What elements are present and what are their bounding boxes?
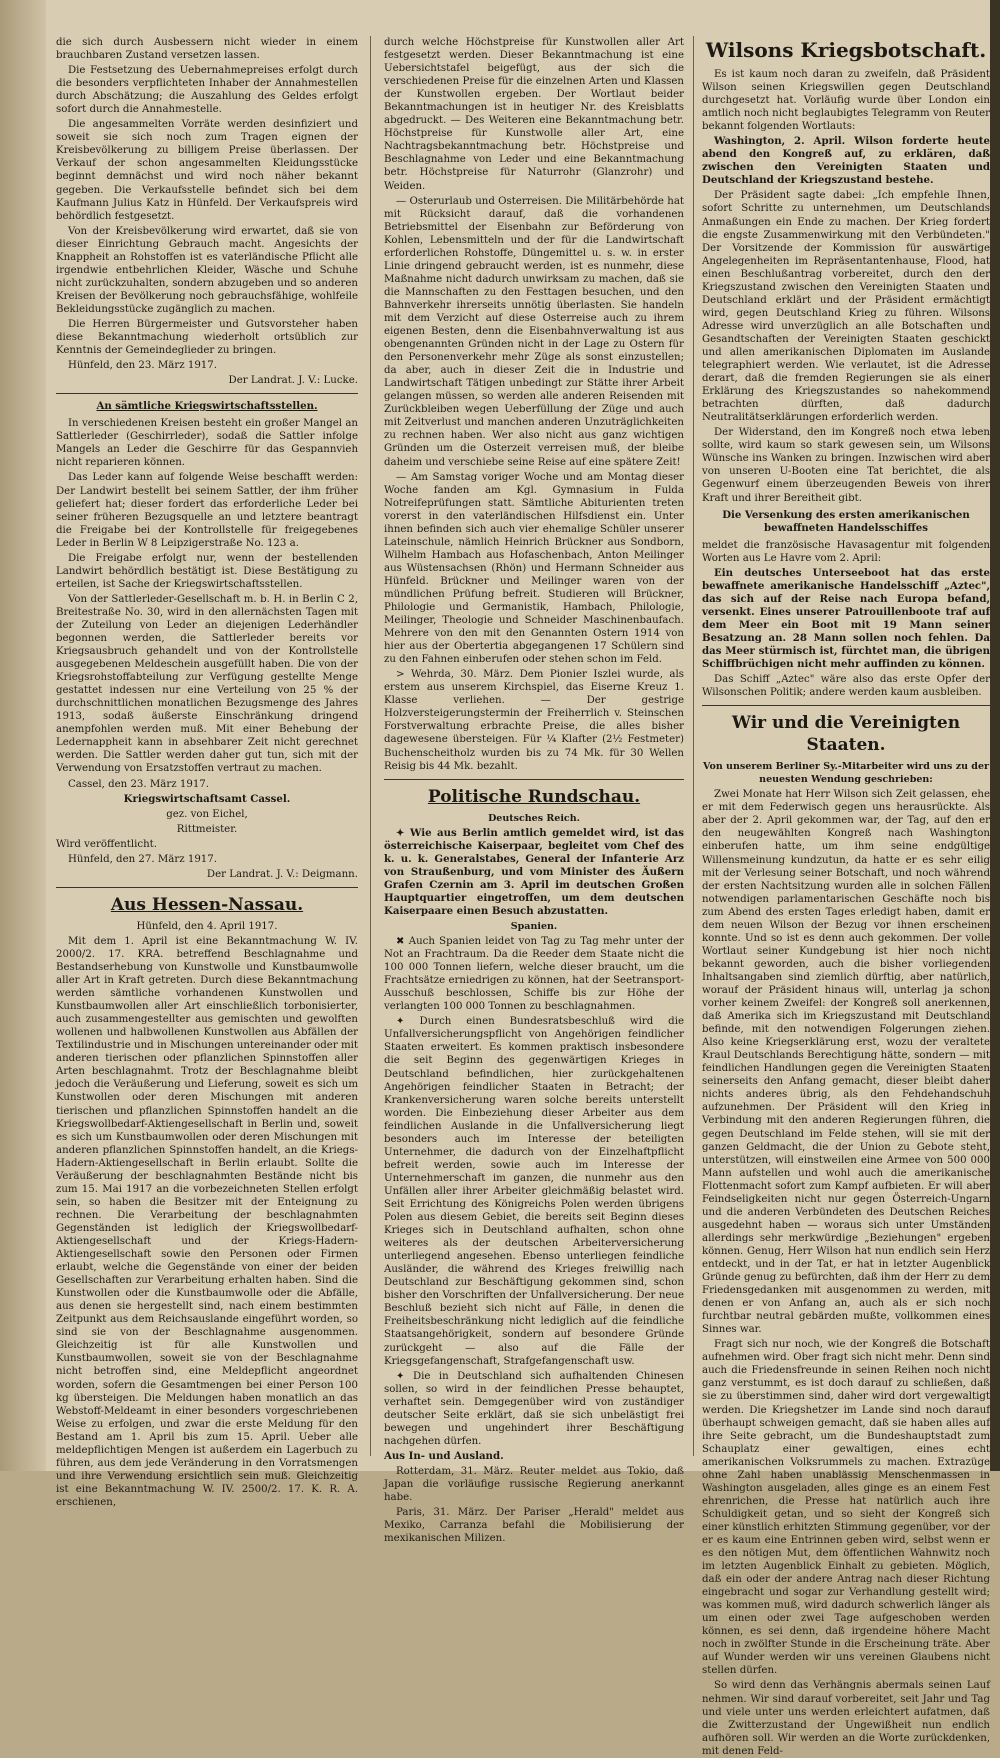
paragraph: Mit dem 1. April ist eine Bekanntmachung W. IV. 2000/2. 17. KRA. betreffend Beschlagnahme und Bestandserhebung von Kunstwolle und Kunstbaumwolle aller Art in Kraft getreten. Durch diese Bekanntmachung werden sämtliche vorhandenen Kunstwollen und Kunstbaumwollen aller Art einschließlich torbonisierter, auch zusammengestellter aus gemischten und gewolften wollenen und halbwollenen Kunstwollen aus Abfällen der Textilindustrie und in Mischungen untereinander oder mit anderen tierischen oder pflanzlichen Spinnstoffen aller Arten beschlagnahmt. Trotz der Beschlagnahme bleibt jedoch die Veräußerung und Lieferung, soweit es sich um Kunstwollen oder deren Mischungen mit anderen tierischen und pflanzlichen Spinnstoffen handelt an die Kriegswollbedarf-Aktiengesellschaft in Berlin und, soweit es sich um Kunstbaumwollen oder deren Mischungen mit anderen pflanzlichen Spinnstoffen handelt, an die Kriegs-Hadern-Aktiengesellschaft in Berlin erlaubt. Sollte die Veräußerung der beschlagnahmten Bestände nicht bis zum 15. Mai 1917 an die vorbezeichneten Stellen erfolgt sein, so haben die Besitzer mit der Enteignung zu rechnen. Die Verarbeitung der beschlagnahmten Gegenständen ist lediglich der Kriegswollbedarf-Aktiengesellschaft und der Kriegs-Hadern-Aktiengesellschaft sowie den Personen oder Firmen erlaubt, welche die Gegenstände von einer der beiden Gesellschaften zur Verarbeitung erhalten haben. Sind die Kunstwollen oder die Kunstbaumwolle oder die Abfälle, aus denen sie hergestellt sind, nach einem bestimmten Zeitpunkt aus dem Reichsauslande eingeführt worden, so sind sie von der Beschlagnahme ausgenommen. Gleichzeitig ist für alle Kunstwollen und Kunstbaumwollen, soweit sie von der Beschlagnahme nicht betroffen sind, eine Meldepflicht angeordnet worden, sofern die Gesamtmengen bei einer Person 100 kg übersteigen. Die Meldungen haben monatlich an das Webstoff-Meldeamt in einer besonders vorgeschriebenen Weise zu erfolgen, und zwar die erste Meldung für den Bestand am 1. April bis zum 15. April. Ueber alle meldepflichtigen Mengen ist außerdem ein Lagerbuch zu führen, aus dem jede Veränderung in den Vorratsmengen und ihre Verwendung ersichtlich sein muß. Gleichzeitig ist eine Bekanntmachung W. IV. 2500/2. 17. K. R. A. erschienen,: [56, 935, 358, 1508]
column-rule: [693, 36, 694, 1456]
paragraph: meldet die französische Havasagentur mit folgenden Worten aus Le Havre vom 2. April:: [702, 539, 990, 564]
paragraph: ✦ Durch einen Bundesratsbeschluß wird die Unfallversicherungspflicht von Angehörigen feindlicher Staaten erweitert. Es kommen praktisch insbesondere die seit Beginn des gegenwärtigen Krieges in Deutschland befindlichen, hier zurückgehaltenen Angehörigen feindlicher Staaten in Betracht; der Krankenversicherung waren solche bereits unterstellt worden. Die Einbeziehung dieser Arbeiter aus dem feindlichen Auslande in die Unfallversicherung liegt besonders auch im Interesse der beteiligten Unternehmer, die dadurch von der Einzelhaftpflicht befreit werden, sowie auch im Interesse der Unternehmerschaft im ganzen, die nunmehr aus den Unfällen aller ihrer Arbeiter gleichmäßig belastet wird. Seit Errichtung des Königreichs Polen werden übrigens Polen aus diesem Gebiet, die bereits seit Beginn dieses Krieges sich in Deutschland aufhalten, schon ohne weiteres als der deutschen Arbeiterversicherung unterliegend angesehen. Ebenso unterliegen feindliche Ausländer, die während des Krieges freiwillig nach Deutschland zur Beschäftigung gekommen sind, schon bisher den Vorschriften der Unfallversicherung. Der neue Beschluß bezieht sich nicht auf Fälle, in denen die Freiheitsbeschränkung nicht lediglich auf die feindliche Staatsangehörigkeit, sondern auf besondere Gründe zurückgeht — also auf die Fälle der Kriegsgefangenschaft, Strafgefangenschaft usw.: [384, 1016, 684, 1367]
subsection-heading: Aus In- und Ausland.: [384, 1449, 504, 1462]
paragraph: ✦ Wie aus Berlin amtlich gemeldet wird, ist das österreichische Kaiserpaar, begleitet vom Chef des k. u. k. Generalstabes, General der Infanterie Arz von Straußenburg, und vom Minister des Äußern Grafen Czernin am 3. April im deutschen Großen Hauptquartier eingetroffen, um dem deutschen Kaiserpaare einen Besuch abzustatten.: [384, 826, 684, 917]
paragraph: durch welche Höchstpreise für Kunstwollen aller Art festgesetzt werden. Dieser Bekanntmachung ist eine Uebersichtstafel beigefügt, aus der sich die verschiedenen Preise für die einzelnen Arten und Klassen der Kunstwollen ergeben. Der Wortlaut beider Bekanntmachungen ist in heutiger Nr. des Kreisblatts abgedruckt. — Des Weiteren eine Bekanntmachung betr. Höchstpreise für Kunstwolle aller Art, eine Nachtragsbekanntmachung betr. Höchstpreise und Beschlagnahme von Leder und eine Bekanntmachung betr. Höchstpreise für Naturrohr (Glanzrohr) und Weiden.: [384, 37, 684, 192]
subsection-heading: Deutsches Reich.: [488, 812, 580, 824]
signature: Der Landrat. J. V.: Deigmann.: [206, 868, 358, 880]
paragraph: Das Leder kann auf folgende Weise beschafft werden: Der Landwirt bestellt bei seinem Sattler, der ihm früher geliefert hat; dieser fordert das erforderliche Leder bei seiner früheren Bezugsquelle an und letztere beantragt die Freigabe bei der Kontrollstelle für freigegebenes Leder in Berlin W 8 Leipzigerstraße No. 123 a.: [56, 472, 358, 549]
paragraph: Rotterdam, 31. März. Reuter meldet aus Tokio, daß Japan die vorläufige russische Regierung anerkannt habe.: [384, 1465, 684, 1504]
signature: Der Landrat. J. V.: Lucke.: [228, 375, 358, 387]
divider: [702, 705, 990, 706]
section-heading: Politische Rundschau.: [427, 786, 641, 807]
paragraph: die sich durch Ausbessern nicht wieder in einem brauchbaren Zustand versetzen lassen.: [56, 37, 358, 62]
column-2: [384, 36, 684, 1545]
paragraph: Washington, 2. April. Wilson forderte heute abend den Kongreß auf, zu erklären, daß zwischen den Vereinigten Staaten und Deutschland der Kriegszustand bestehe.: [702, 135, 990, 187]
paragraph: Paris, 31. März. Der Pariser „Herald" meldet aus Mexiko, Carranza befahl die Mobilisierung der mexikanischen Milizen.: [384, 1507, 684, 1545]
article-heading: An sämtliche Kriegswirtschaftsstellen.: [96, 400, 318, 413]
paragraph: In verschiedenen Kreisen besteht ein großer Mangel an Sattlerleder (Geschirrleder), sodaß die Sattler infolge Mangels an Leder die Geschirre für das Gespannvieh nicht reparieren können.: [56, 418, 358, 469]
paragraph: Ein deutsches Unterseeboot hat das erste bewaffnete amerikanische Handelsschiff „Aztec", das sich auf der Reise nach Europa befand, versenkt. Eines unserer Patrouillenboote traf auf dem Meer ein Boot mit 19 Mann seiner Besatzung an. 28 Mann sollen noch fehlen. Da das Meer stürmisch ist, fürchtet man, die übrigen Schiffbrüchigen nicht mehr auffinden zu können.: [702, 566, 990, 671]
paragraph: Die Festsetzung des Uebernahmepreises erfolgt durch die besonders verpflichteten Inhaber der Annahmestellen durch Abschätzung; die Auszahlung des Geldes erfolgt sofort durch die Annahmestelle.: [56, 65, 358, 116]
paragraph: Fragt sich nur noch, wie der Kongreß die Botschaft aufnehmen wird. Ober fragt sich nicht mehr. Denn sind auch die Friedensfreunde in seinen Reihen noch nicht ganz verstummt, es ist doch darauf zu schließen, daß sie zu überstimmen sind, daher wird dort vergewaltigt werden. Die Kriegshetzer im Lande sind noch darauf überhaupt schweigen gemacht, daß sie haben alles auf ihre Seite gebracht, um die Bundeshauptstadt zum Schauplatz einer gewaltigen, eines echt amerikanischen Volksrummels zu machen. Extrazüge ohne Zahl haben unablässig Menschenmassen in Washington ausgeladen, alles ginge es an einem Fest ehrenrichen, die Presse hat natürlich auch ihre Schuldigkeit getan, und so sieht der Kongreß sich einer künstlich erhitzten Stimmung gegenüber, vor der er es kaum eine Entrinnen geben wird, selbst wenn er es den nötigen Mut, dem öffentlichen Wahnwitz noch im letzten Augenblick Einhalt zu gebieten. Möglich, daß ein oder der andere Antrag nach dieser Richtung eingebracht und sogar zur Verhandlung gestellt wird; was kommen muß, wird dadurch schwerlich länger als um einen oder zwei Tage aufgeschoben werden können, es sei denn, daß irgendeine höhere Macht noch in zwölfter Stunde in die Erscheinung träte. Aber auf Wunder werden wir uns vereinen Glaubens nicht stellen dürfen.: [702, 1339, 990, 1677]
paragraph: Die angesammelten Vorräte werden desinfiziert und soweit sie sich noch zum Tragen eignen der Kreisbevölkerung zu billigem Preise überlassen. Der Verkauf der schon angesammelten Kleidungsstücke beginnt demnächst und wird noch näher bekannt gegeben. Die Verkaufsstelle befindet sich bei dem Kaufmann Julius Katz in Hünfeld. Der Verkaufspreis wird behördlich festgesetzt.: [56, 119, 358, 222]
paragraph: — Am Samstag voriger Woche und am Montag dieser Woche fanden am Kgl. Gymnasium in Fulda Notreifeprüfungen statt. Sämtliche Abiturienten treten vorerst in den vaterländischen Hilfsdienst ein. Unter ihnen befinden sich auch vier ehemalige Schüler unserer Lateinschule, nämlich Heinrich Brückner aus Sondborn, Wilhelm Hambach aus Hofaschenbach, Anton Meilinger aus Wüstensachsen (Rhön) und Hermann Schneider aus Hünfeld. Brückner und Meilinger waren von der mündlichen Prüfung befreit. Studieren will Brückner, Philologie und Germanistik, Hambach, Philologie, Meilinger, Theologie und Schneider Maschinenbaufach. Mehrere von den mit den Genannten Ostern 1914 von hier aus der Obertertia abgegangenen 17 Schülern sind zu den Fahnen einberufen oder stehen schon im Feld.: [384, 471, 684, 666]
subsection-heading: Spanien.: [510, 921, 558, 932]
dateline: Cassel, den 23. März 1917.: [68, 778, 210, 790]
page-right-edge: [990, 0, 1000, 1471]
page-gutter: [0, 0, 46, 1471]
column-rule: [370, 36, 371, 1456]
paragraph: Zwei Monate hat Herr Wilson sich Zeit gelassen, ehe er mit dem Federwisch gegen uns herausrückte. Als aber der 2. April gekommen war, der Tag, auf den er den neugewählten Kongreß nach Washington einberufen hatte, um ihm seine endgültige Willensmeinung kundzutun, da hatte er es sehr eilig mit der Verlesung seiner Botschaft, und noch während der ersten Nachtsitzung wurden alle in solchen Fällen notwendigen parlamentarischen Geschäfte noch bis zum Abend des ersten Tages erledigt haben, damit er dem neuen Wilson der Bezug vor ihnen erscheinen konnte. Und so ist es denn auch gekommen. Der volle Wortlaut seiner Kundgebung ist hier noch nicht bekannt geworden, auch die bisher vorliegenden Inhaltsangaben sind ziemlich dürftig, aber natürlich, worauf der Präsident hinaus will, unterlag ja schon vorher keinem Zweifel: der Kongreß soll anerkennen, daß Amerika sich im Kriegszustand mit Deutschland befinde, mit den notwendigen Folgerungen ziehen. Also keine Kriegserklärung erst, wozu der veraltete Kraul Deutschlands Berechtigung hätte, sondern — mit feindlichen Handlungen gegen die Vereinigten Staaten seinerseits den Anfang gemacht, dieser bleibt daher nichts anderes übrig, als den Fehdehandschuh aufzunehmen. Der Präsident will den Krieg in Verbindung mit den anderen Regierungen führen, die gegen Deutschland im Felde stehen, will sie mit der ganzen Geldmacht, die der Union zu Gebote steht, unterstützen, will einstweilen eine Armee von 500 000 Mann aufstellen und wohl auch die amerikanische Flottenmacht sofort zum Kampf aufbieten. Er will aber Feindseligkeiten nicht nur gegen Österreich-Ungarn und die anderen Verbündeten des Deutschen Reiches ausgedehnt haben — woraus sich unter Umständen allerdings sehr merkwürdige „Beziehungen" ergeben können. Genug, Herr Wilson hat nun endlich sein Herz entdeckt, und in der Tat, er hat in letzter Augenblick Gründe genug zu befürchten, daß ihm der Herr zu dem Friedensgedanken mit ausgenommen zu werden, mit denen er von Anfang an, auch als er sich noch furchtbar neutral gebärden mußte, vollkommen eines Sinnes war.: [702, 789, 990, 1336]
paragraph: Von der Sattlerleder-Gesellschaft m. b. H. in Berlin C 2, Breitestraße No. 30, wird in den allernächsten Tagen mit der Zuteilung von Leder an diejenigen Lederhändler begonnen werden, die Sattlerleder bereits vor Kriegsausbruch gehandelt und von der Kontrollstelle ausgegebenen Meldeschein ausgefüllt haben. Die von der Kriegsrohstoffabteilung zur Verfügung gestellte Menge gestattet indessen nur eine Verteilung von 25 % der durchschnittlichen monatlichen Bezugsmenge des Jahres 1913, sodaß äußerste Einschränkung dringend anempfohlen werden muß. Mit einer Behebung der Ledernappheit kann in absehbarer Zeit nicht gerechnet werden. Die Sattler werden daher gut tun, sich mit der Verwendung von Ersatzstoffen vertraut zu machen.: [56, 593, 358, 775]
paragraph: Die Herren Bürgermeister und Gutsvorsteher haben diese Bekanntmachung wiederholt ortsüblich zur Kenntnis der Gemeindeglieder zu bringen.: [56, 318, 358, 357]
paragraph: So wird denn das Verhängnis abermals seinen Lauf nehmen. Wir sind darauf vorbereitet, seit Jahr und Tag und viele unter uns werden erleichtert aufatmen, daß die Zwitterzustand der Ungewißheit nun endlich aufhören soll. Wir werden an die Worte zurückdenken, mit denen Feld-: [702, 1680, 990, 1757]
paragraph: Der Widerstand, den im Kongreß noch etwa leben sollte, wird kaum so stark gewesen sein, um Wilsons Wünsche ins Wanken zu bringen. Inzwischen wird aber von unseren U-Booten eine Tat berichtet, die als Gegenwurf einem überzeugenden Beweis von ihrer Kraft und ihrer Bereitheit gibt.: [702, 427, 990, 504]
paragraph: Das Schiff „Aztec" wäre also das erste Opfer der Wilsonschen Politik; andere werden kaum ausbleiben.: [702, 674, 990, 699]
dateline: Hünfeld, den 27. März 1917.: [68, 853, 217, 865]
paragraph: — Osterurlaub und Osterreisen. Die Militärbehörde hat mit Rücksicht darauf, daß die vorhandenen Betriebsmittel der Eisenbahn zur Beförderung von Kohlen, Lebensmitteln und der für die Landwirtschaft erforderlichen Rohstoffe, Düngemittel u. s. w. in erster Linie dringend gebraucht werden, ist es nunmehr, diese Maßnahme nicht dadurch unwirksam zu machen, daß sie die Mannschaften zu den Festtagen besuchen, und den Bahnverkehr ihrerseits unnötig überlasten. Sie handeln mit dem Verzicht auf diese Osterreise auch zu ihrem eigenen Besten, denn die Eisenbahnverwaltung ist aus obengenannten Gründen nicht in der Lage zu Ostern für den Personenverkehr mehr Züge als sonst einzustellen; da aber, auch in dieser Zeit die in Industrie und Landwirtschaft Tätigen unbedingt zur Stätte ihrer Arbeit gelangen müssen, so werden alle anderen Reisenden mit Zurückbleiben wegen Ueberfüllung der Züge und auch mit Zeitverlust und manchen anderen Unzuträglichkeiten zu rechnen haben. Wer also nicht aus ganz wichtigen Gründen um die Osterzeit verreisen muß, der bleibe daheim und verschiebe seine Reise auf eine spätere Zeit!: [384, 195, 684, 468]
column-1: [56, 36, 358, 1508]
signature: gez. von Eichel,: [166, 808, 248, 820]
paragraph: Es ist kaum noch daran zu zweifeln, daß Präsident Wilson seinen Kriegswillen gegen Deutschland durchgesetzt hat. Vorläufig wurde über London ein amtlich noch nicht beglaubigtes Telegramm von Reuter bekannt folgenden Wortlauts:: [702, 69, 990, 133]
article-heading: Wir und die Vereinigten Staaten.: [731, 713, 961, 756]
paragraph: Der Präsident sagte dabei: „Ich empfehle Ihnen, sofort Schritte zu unternehmen, um Deutschlands Anmaßungen ein Ende zu machen. Der Krieg fordert die engste Zusammenwirkung mit den Verbündeten." Der Vorsitzende der Kommission für auswärtige Angelegenheiten im Repräsentantenhause, Flood, hat einen Beschlußantrag vorbereitet, durch den der Kriegszustand zwischen den Vereinigten Staaten und Deutschland erklärt und der Präsident ermächtigt wird, gegen Deutschland Krieg zu führen. Wilsons Adresse wird unverzüglich an alle Botschaften und Gesandtschaften der Vereinigten Staaten geschickt und allen amerikanischen Diplomaten im Auslande telegraphiert werden. Wie verlautet, ist die Adresse derart, daß die fremden Regierungen sie als einer Erklärung des Kriegszustandes so nahekommend betrachten dürften, daß dadurch Neutralitätserklärungen erforderlich werden.: [702, 190, 990, 424]
dateline: Hünfeld, den 23. März 1917.: [68, 360, 217, 372]
paragraph: > Wehrda, 30. März. Dem Pionier Iszlei wurde, als erstem aus unserem Kirchspiel, das Eiserne Kreuz 1. Klasse verliehen. — Der gestrige Holzversteigerungstermin der Freiherrlich v. Steinschen Forstverwaltung erbrachte Preise, die alles bisher dagewesene übersteigen. Für ¼ Klafter (2½ Festmeter) Buchenscheitholz wurden bis zu 74 Mk. für 30 Wellen Reisig bis 44 Mk. bezahlt.: [384, 669, 684, 772]
signature: Rittmeister.: [176, 823, 238, 835]
paragraph: ✦ Die in Deutschland sich aufhaltenden Chinesen sollen, so wird in der feindlichen Presse behauptet, verhaftet sein. Demgegenüber wird von zuständiger deutscher Seite erklärt, daß sie sich unbelästigt frei bewegen und ungehindert ihrer Beschäftigung nachgehen dürfen.: [384, 1370, 684, 1447]
signature: Kriegswirtschaftsamt Cassel.: [123, 792, 291, 805]
paragraph: ✖ Auch Spanien leidet von Tag zu Tag mehr unter der Not an Frachtraum. Da die Reeder dem Staate nicht die 100 000 Tonnen liefern, welche dieser braucht, um die Frachtsätze erniedrigen zu können, hat der Seetransport-Ausschuß beschlossen, Schiffe bis zur Höhe der verlangten 100 000 Tonnen zu beschlagnahmen.: [384, 936, 684, 1013]
divider: [56, 887, 358, 888]
subsection-heading: Die Versenkung des ersten amerikanischen bewaffneten Handelsschiffes: [722, 508, 970, 534]
divider: [384, 779, 684, 780]
column-3: [702, 36, 990, 1757]
article-heading: Wilsons Kriegsbotschaft.: [705, 38, 987, 62]
byline: Von unserem Berliner Sy.-Mitarbeiter wird uns zu der neuesten Wendung geschrieben:: [703, 761, 989, 786]
paragraph: Die Freigabe erfolgt nur, wenn der bestellenden Landwirt behördlich bestätigt ist. Diese Bestätigung zu erteilen, ist Sache der Kriegswirtschaftsstellen.: [56, 552, 358, 590]
dateline: Hünfeld, den 4. April 1917.: [136, 920, 278, 932]
section-heading: Aus Hessen-Nassau.: [110, 894, 304, 915]
paragraph: Von der Kreisbevölkerung wird erwartet, daß sie von dieser Einrichtung Gebrauch macht. Angesichts der Knappheit an Rohstoffen ist es vaterländische Pflicht alle irgendwie entbehrlichen Kleider, Wäsche und Schuhe nicht zurückzuhalten, sondern abzugeben und so anderen Kreisen der Bevölkerung noch gebrauchsfähige, wohlfeile Bekleidungsstücke zugänglich zu machen.: [56, 225, 358, 315]
paragraph: Wird veröffentlicht.: [56, 838, 158, 850]
divider: [56, 393, 358, 394]
